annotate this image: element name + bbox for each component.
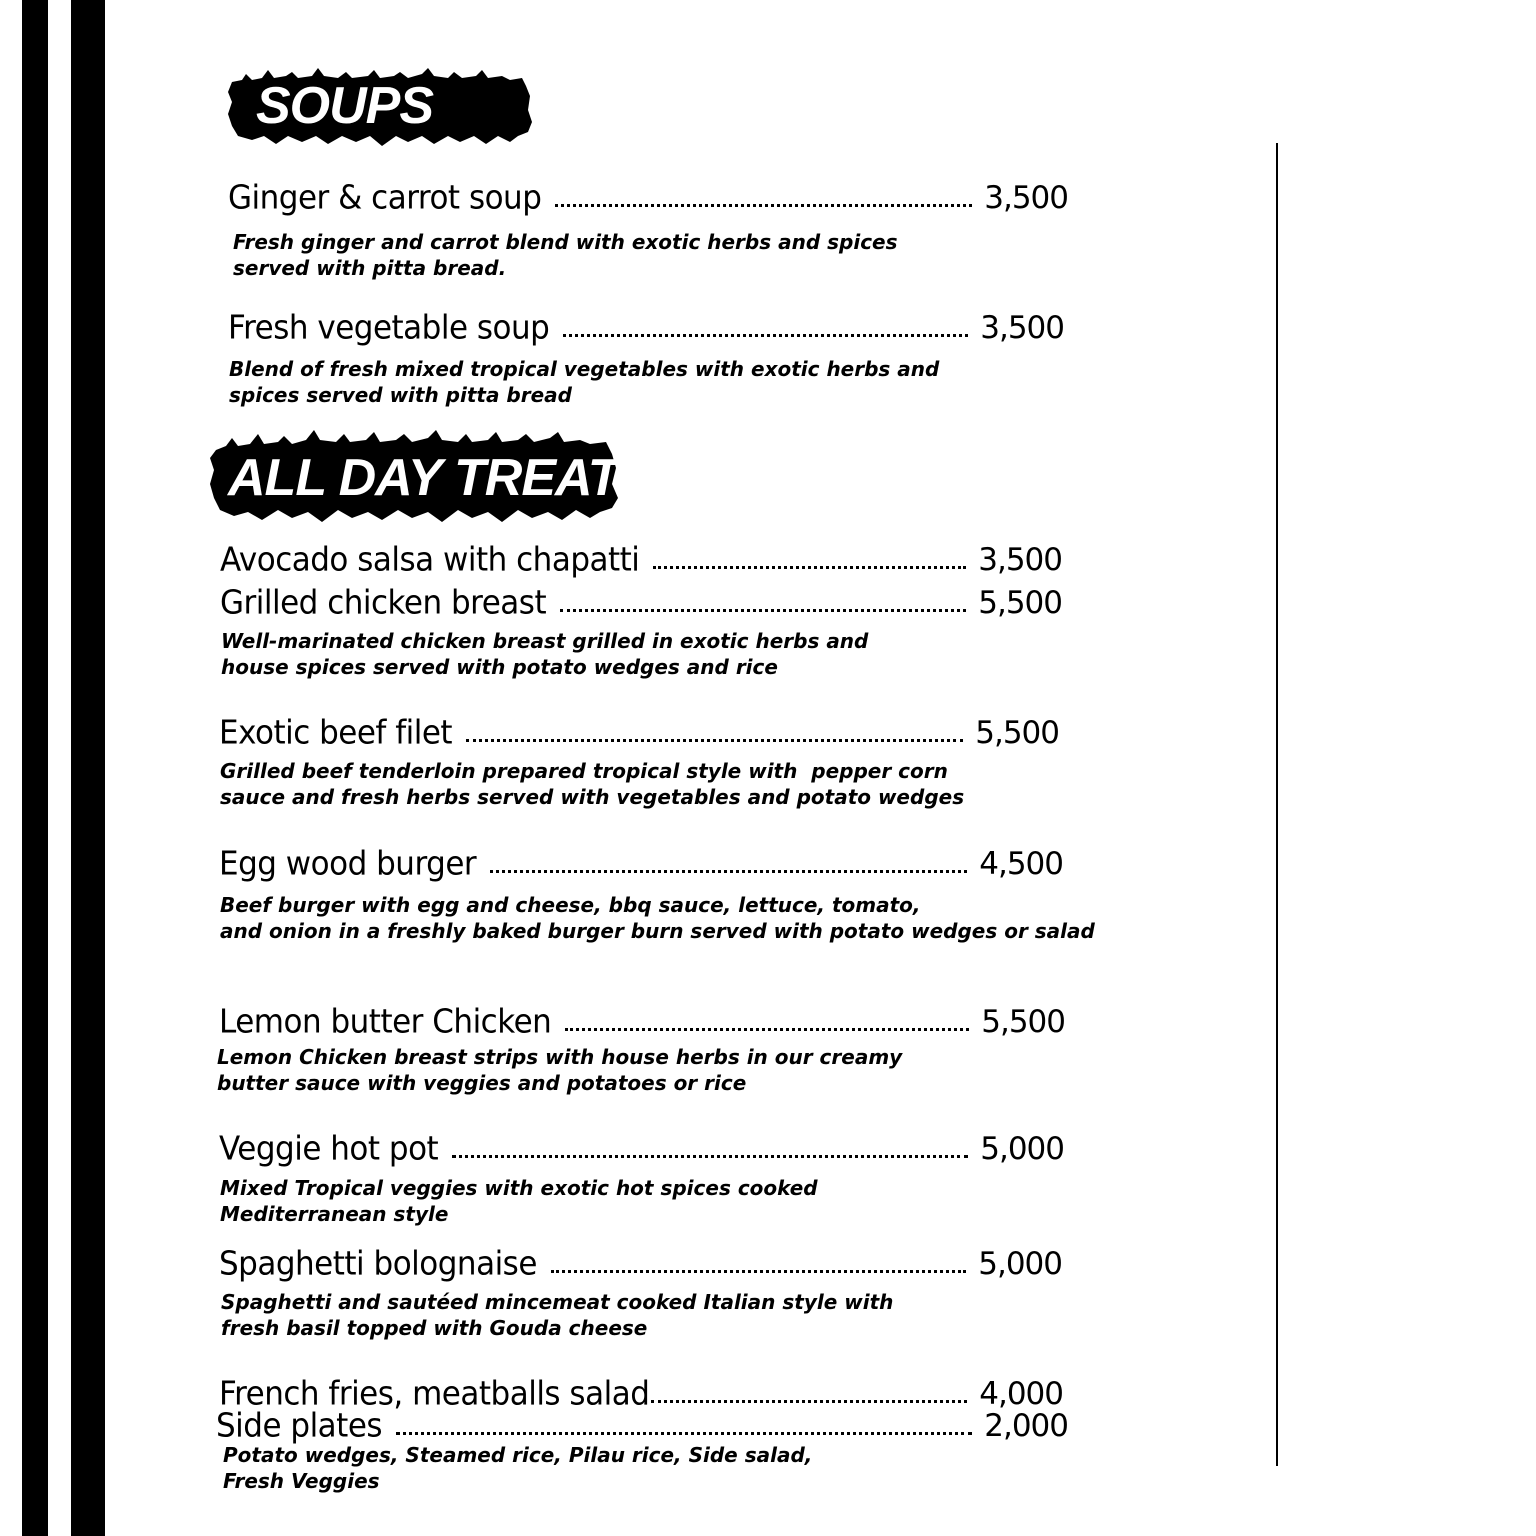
item-name: Side plates xyxy=(216,1407,383,1445)
item-price: 3,500 xyxy=(984,180,1068,216)
menu-item-exotic-beef-filet xyxy=(219,711,1059,751)
dot-leader xyxy=(466,739,963,742)
item-price: 3,500 xyxy=(980,310,1064,346)
dot-leader xyxy=(396,1432,972,1435)
item-name: Grilled chicken breast xyxy=(220,584,547,622)
item-price: 5,000 xyxy=(978,1246,1062,1282)
dot-leader xyxy=(490,870,967,873)
menu-item-lemon-butter-chicken xyxy=(219,1000,1065,1040)
item-name: Avocado salsa with chapatti xyxy=(220,541,640,579)
menu-item-spaghetti-bolognaise xyxy=(219,1242,1062,1282)
item-price: 5,500 xyxy=(978,585,1062,621)
dot-leader xyxy=(653,566,966,569)
item-price: 4,000 xyxy=(979,1376,1063,1412)
item-price: 4,500 xyxy=(979,846,1063,882)
item-description: Beef burger with egg and cheese, bbq sauce, lettuce, tomato, and onion in a freshly baked burger burn served with potato wedges or salad xyxy=(220,893,1095,943)
item-name: Ginger & carrot soup xyxy=(228,179,542,217)
menu-item-veggie-hot-pot xyxy=(219,1127,1064,1167)
item-name: Egg wood burger xyxy=(219,845,477,883)
item-description: Blend of fresh mixed tropical vegetables with exotic herbs and spices served with pitta bread xyxy=(229,357,940,407)
section-title: SOUPS xyxy=(256,77,434,135)
item-description: Well-marinated chicken breast grilled in exotic herbs and house spices served with potato wedges and rice xyxy=(221,629,869,679)
menu-item-ginger-carrot-soup xyxy=(228,176,1068,216)
item-price: 5,000 xyxy=(980,1131,1064,1167)
dot-leader xyxy=(452,1155,968,1158)
section-title: ALL DAY TREAT xyxy=(228,449,619,507)
item-name: Lemon butter Chicken xyxy=(219,1003,552,1041)
menu-item-avocado-salsa xyxy=(220,538,1062,578)
dot-leader xyxy=(565,1028,969,1031)
item-name: Exotic beef filet xyxy=(219,714,453,752)
item-price: 3,500 xyxy=(978,542,1062,578)
item-description: Potato wedges, Steamed rice, Pilau rice, Side salad, Fresh Veggies xyxy=(223,1443,813,1493)
item-price: 2,000 xyxy=(984,1408,1068,1444)
item-price: 5,500 xyxy=(981,1004,1065,1040)
menu-item-fresh-vegetable-soup xyxy=(228,306,1064,346)
menu-item-grilled-chicken-breast xyxy=(220,581,1062,621)
dot-leader xyxy=(563,334,968,337)
soups-heading xyxy=(228,66,533,150)
item-name: French fries, meatballs salad xyxy=(219,1375,650,1413)
item-description: Fresh ginger and carrot blend with exotic herbs and spices served with pitta bread. xyxy=(233,230,898,280)
dot-leader xyxy=(651,1400,967,1403)
item-description: Mixed Tropical veggies with exotic hot spices cooked Mediterranean style xyxy=(220,1176,818,1226)
all-day-treat-heading xyxy=(210,428,620,526)
menu-item-egg-wood-burger xyxy=(219,842,1063,882)
item-description: Lemon Chicken breast strips with house herbs in our creamy butter sauce with veggies and potatoes or rice xyxy=(217,1045,903,1095)
item-description: Grilled beef tenderloin prepared tropical style with pepper corn sauce and fresh herbs served with vegetables and potato wedges xyxy=(220,759,965,809)
item-name: Fresh vegetable soup xyxy=(228,309,550,347)
menu-item-side-plates xyxy=(216,1404,1068,1444)
item-name: Spaghetti bolognaise xyxy=(219,1245,537,1283)
left-border-stripe xyxy=(22,0,48,1536)
dot-leader xyxy=(555,204,972,207)
dot-leader xyxy=(560,609,966,612)
left-border-stripe xyxy=(71,0,105,1536)
dot-leader xyxy=(551,1270,966,1273)
item-price: 5,500 xyxy=(975,715,1059,751)
item-name: Veggie hot pot xyxy=(219,1130,439,1168)
item-description: Spaghetti and sautéed mincemeat cooked Italian style with fresh basil topped with Gouda cheese xyxy=(221,1290,894,1340)
vertical-divider xyxy=(1276,143,1278,1466)
